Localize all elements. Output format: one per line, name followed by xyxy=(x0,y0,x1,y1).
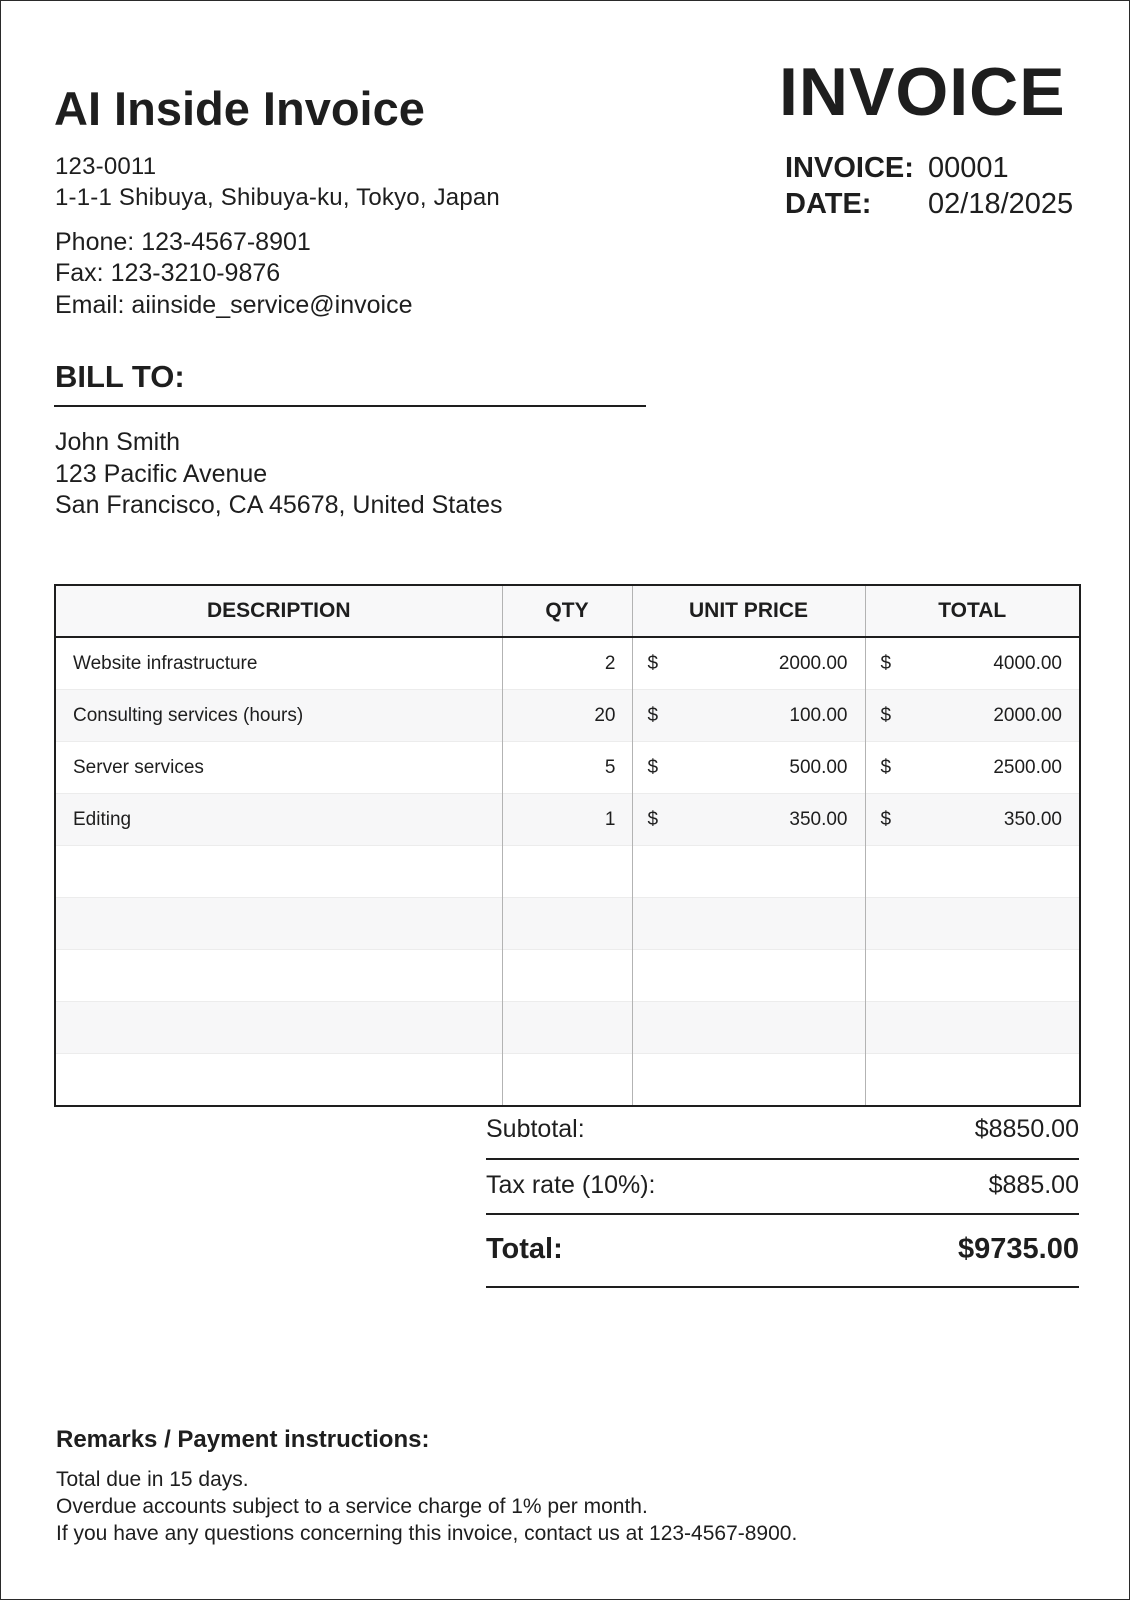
item-description: Server services xyxy=(55,742,502,794)
subtotal-label: Subtotal: xyxy=(486,1115,585,1143)
company-name: AI Inside Invoice xyxy=(54,82,425,135)
invoice-date-value: 02/18/2025 xyxy=(928,188,1074,220)
fax-value: 123-3210-9876 xyxy=(110,259,281,287)
header-total: TOTAL xyxy=(865,585,1080,637)
item-unit-price xyxy=(632,690,865,742)
empty-description-cell xyxy=(55,898,502,950)
item-total xyxy=(865,742,1080,794)
tax-label: Tax rate (10%): xyxy=(486,1171,656,1199)
remarks-line: Total due in 15 days. xyxy=(56,1468,249,1491)
empty-qty-cell xyxy=(502,846,632,898)
item-unit-price-wrap xyxy=(633,653,865,675)
total-divider xyxy=(486,1286,1079,1288)
tax-divider xyxy=(486,1213,1079,1215)
subtotal-divider xyxy=(486,1158,1079,1160)
item-unit-price-wrap xyxy=(633,705,865,727)
subtotal-row xyxy=(486,1115,1079,1144)
currency-symbol: $ xyxy=(647,756,659,778)
empty-description-cell xyxy=(55,1054,502,1107)
remarks-line: If you have any questions concerning this invoice, contact us at 123-4567-8900. xyxy=(56,1522,798,1545)
empty-table-row xyxy=(55,1002,1080,1054)
empty-total-cell xyxy=(865,1054,1080,1107)
empty-unit-price-cell xyxy=(632,1002,865,1054)
bill-to-divider xyxy=(54,405,646,407)
total-value: $9735.00 xyxy=(958,1233,1079,1265)
currency-symbol: $ xyxy=(880,808,892,830)
item-total-amount: 2000.00 xyxy=(993,704,1062,726)
item-total-amount: 2500.00 xyxy=(993,756,1062,778)
invoice-number-row xyxy=(785,152,1009,185)
item-description: Consulting services (hours) xyxy=(55,690,502,742)
empty-table-row xyxy=(55,950,1080,1002)
bill-to-name: John Smith xyxy=(55,428,181,456)
total-label: Total: xyxy=(486,1233,563,1265)
bill-to-city: San Francisco, CA 45678, United States xyxy=(55,491,503,519)
item-qty: 1 xyxy=(502,794,632,846)
empty-total-cell xyxy=(865,846,1080,898)
item-qty: 5 xyxy=(502,742,632,794)
company-fax xyxy=(55,259,280,288)
item-unit-price xyxy=(632,794,865,846)
empty-description-cell xyxy=(55,846,502,898)
header-unit-price: UNIT PRICE xyxy=(632,585,865,637)
header-description: DESCRIPTION xyxy=(55,585,502,637)
bill-to-heading: BILL TO: xyxy=(55,359,185,394)
remarks-heading: Remarks / Payment instructions: xyxy=(56,1426,430,1453)
currency-symbol: $ xyxy=(647,652,659,674)
item-unit-price-wrap xyxy=(633,809,865,831)
bill-to-street: 123 Pacific Avenue xyxy=(55,460,268,488)
empty-description-cell xyxy=(55,1002,502,1054)
remarks-line: Overdue accounts subject to a service charge of 1% per month. xyxy=(56,1495,648,1518)
item-unit-price xyxy=(632,637,865,690)
empty-qty-cell xyxy=(502,1054,632,1107)
phone-value: 123-4567-8901 xyxy=(141,228,311,256)
table-row xyxy=(55,690,1080,742)
empty-unit-price-cell xyxy=(632,950,865,1002)
company-email xyxy=(55,291,413,320)
empty-description-cell xyxy=(55,950,502,1002)
item-total-amount: 350.00 xyxy=(1003,808,1062,830)
company-address: 1-1-1 Shibuya, Shibuya-ku, Tokyo, Japan xyxy=(55,184,500,211)
table-row xyxy=(55,637,1080,690)
item-total-wrap xyxy=(866,757,1080,779)
empty-table-row xyxy=(55,1054,1080,1107)
item-unit-price-amount: 100.00 xyxy=(789,704,848,726)
item-total-wrap xyxy=(866,705,1080,727)
table-body xyxy=(55,637,1080,1106)
item-qty: 2 xyxy=(502,637,632,690)
item-unit-price-wrap xyxy=(633,757,865,779)
company-phone xyxy=(55,228,311,257)
currency-symbol: $ xyxy=(647,808,659,830)
item-total xyxy=(865,794,1080,846)
item-unit-price-amount: 2000.00 xyxy=(778,652,848,674)
currency-symbol: $ xyxy=(880,756,892,778)
item-total xyxy=(865,637,1080,690)
empty-qty-cell xyxy=(502,898,632,950)
empty-unit-price-cell xyxy=(632,1054,865,1107)
item-description: Website infrastructure xyxy=(73,652,258,674)
total-row xyxy=(486,1233,1079,1266)
item-description: Editing xyxy=(55,794,502,846)
empty-unit-price-cell xyxy=(632,898,865,950)
item-unit-price-amount: 350.00 xyxy=(789,808,848,830)
empty-total-cell xyxy=(865,1002,1080,1054)
empty-table-row xyxy=(55,846,1080,898)
fax-label: Fax: xyxy=(55,259,104,287)
currency-symbol: $ xyxy=(880,704,892,726)
invoice-date-row xyxy=(785,188,1073,221)
invoice-title: INVOICE xyxy=(779,54,1066,130)
item-unit-price-amount: 500.00 xyxy=(789,756,848,778)
item-total-amount: 4000.00 xyxy=(993,652,1062,674)
line-items-table xyxy=(54,584,1081,1107)
tax-row xyxy=(486,1171,1079,1200)
item-unit-price xyxy=(632,742,865,794)
invoice-number-value: 00001 xyxy=(928,152,1009,184)
empty-total-cell xyxy=(865,950,1080,1002)
phone-label: Phone: xyxy=(55,228,135,256)
empty-unit-price-cell xyxy=(632,846,865,898)
table-row xyxy=(55,742,1080,794)
header-qty: QTY xyxy=(502,585,632,637)
empty-total-cell xyxy=(865,898,1080,950)
invoice-date-label: DATE: xyxy=(785,188,872,220)
invoice-number-label: INVOICE: xyxy=(785,152,914,184)
item-total-wrap xyxy=(866,809,1080,831)
empty-table-row xyxy=(55,898,1080,950)
company-postal-code: 123-0011 xyxy=(55,153,157,180)
tax-value: $885.00 xyxy=(988,1171,1079,1199)
subtotal-value: $8850.00 xyxy=(974,1115,1079,1143)
item-total xyxy=(865,690,1080,742)
currency-symbol: $ xyxy=(880,652,892,674)
currency-symbol: $ xyxy=(647,704,659,726)
table-row xyxy=(55,794,1080,846)
empty-qty-cell xyxy=(502,950,632,1002)
item-qty: 20 xyxy=(502,690,632,742)
email-label: Email: xyxy=(55,291,125,319)
email-value: aiinside_service@invoice xyxy=(131,291,413,319)
item-total-wrap xyxy=(866,653,1080,675)
empty-qty-cell xyxy=(502,1002,632,1054)
table-header-row xyxy=(55,585,1080,637)
